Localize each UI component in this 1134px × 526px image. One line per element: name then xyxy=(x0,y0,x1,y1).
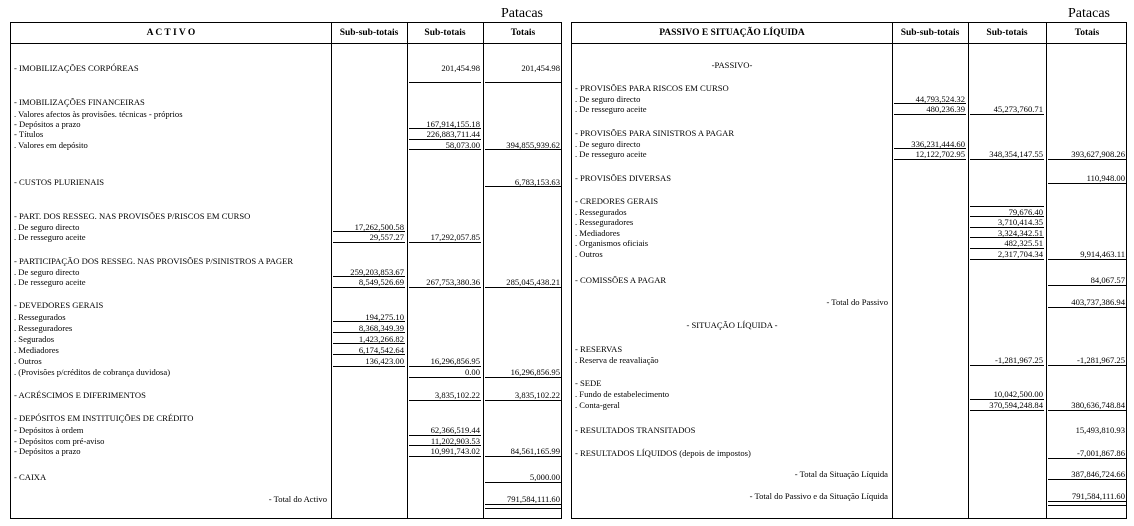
activo-row-label: . Valores afectos às provisões. técnicas - próprios xyxy=(14,109,183,119)
passivo-row-label: -PASSIVO- xyxy=(711,60,753,70)
passivo-tot-value: -1,281,967.25 xyxy=(1077,355,1125,365)
activo-row-label: . Valores em depósito xyxy=(14,140,88,150)
activo-underline xyxy=(333,354,405,355)
activo-ss-value: 6,174,542.64 xyxy=(358,345,404,355)
activo-row-label: . De resseguro aceite xyxy=(14,232,86,242)
passivo-underline xyxy=(970,216,1044,217)
currency-label-left: Patacas xyxy=(501,6,543,21)
passivo-underline xyxy=(894,159,966,160)
passivo-tot-value: 387,846,724.66 xyxy=(1071,469,1125,479)
passivo-underline xyxy=(894,148,966,149)
passivo-row-label: - CREDORES GERAIS xyxy=(575,196,659,206)
activo-underline xyxy=(485,287,561,288)
passivo-sub-value: 3,324,342.51 xyxy=(997,228,1043,238)
passivo-tot-value: 403,737,386.94 xyxy=(1071,297,1125,307)
activo-sub-value: 62,366,519.44 xyxy=(430,425,480,435)
activo-underline xyxy=(485,82,561,83)
passivo-underline xyxy=(894,114,966,115)
passivo-underline xyxy=(970,227,1044,228)
activo-underline xyxy=(409,377,481,378)
activo-sub-value: 267,753,380.36 xyxy=(426,277,480,287)
activo-tot-value: 16,296,856.95 xyxy=(510,367,560,377)
passivo-underline xyxy=(1048,285,1126,286)
passivo-underline xyxy=(1048,183,1126,184)
activo-sub-value: 0.00 xyxy=(464,367,480,377)
passivo-sub-value: 3,710,414.35 xyxy=(997,217,1043,227)
passivo-sub-value: 348,354,147.55 xyxy=(989,149,1043,159)
activo-ss-value: 1,423,266.82 xyxy=(358,334,404,344)
activo-underline xyxy=(333,231,405,232)
passivo-panel xyxy=(571,22,1127,519)
activo-underline xyxy=(409,287,481,288)
activo-ss-value: 194,275.10 xyxy=(365,312,404,322)
activo-sub-value: 3,835,102.22 xyxy=(434,390,480,400)
passivo-underline xyxy=(1048,410,1126,411)
passivo-tot-value: 393,627,908.26 xyxy=(1071,149,1125,159)
passivo-row-label: . Resseguradores xyxy=(575,217,634,227)
passivo-sub-value: 2,317,704.34 xyxy=(997,249,1043,259)
passivo-underline xyxy=(970,159,1044,160)
passivo-underline xyxy=(970,206,1044,207)
activo-underline xyxy=(409,82,481,83)
passivo-row-label: - PROVISÕES DIVERSAS xyxy=(575,173,671,183)
passivo-underline xyxy=(970,114,1044,115)
passivo-row-label: . Ressegurados xyxy=(575,207,627,217)
activo-underline xyxy=(485,186,561,187)
passivo-tot-value: 9,914,463.11 xyxy=(1080,249,1125,259)
passivo-underline xyxy=(970,399,1044,400)
passivo-row-label: . De resseguro aceite xyxy=(575,104,647,114)
passivo-row-label: . Conta-geral xyxy=(575,400,620,410)
activo-underline xyxy=(333,332,405,333)
activo-row-label: - CUSTOS PLURIENAIS xyxy=(14,177,105,187)
passivo-underline xyxy=(1048,259,1126,260)
passivo-totais-header: Totais xyxy=(1074,28,1100,38)
passivo-row-label: - Total do Passivo xyxy=(826,297,888,307)
passivo-underline xyxy=(1048,505,1126,506)
passivo-sub-value: 45,273,760.71 xyxy=(993,104,1043,114)
passivo-underline xyxy=(970,410,1044,411)
activo-tot-value: 5,000.00 xyxy=(529,472,560,482)
passivo-row-label: - RESULTADOS LÍQUIDOS (depois de impostos) xyxy=(575,448,751,458)
passivo-tot-value: 380,636,748.84 xyxy=(1071,400,1125,410)
activo-sub-value: 226,883,711.44 xyxy=(426,129,480,139)
activo-underline xyxy=(409,128,481,129)
activo-underline xyxy=(333,321,405,322)
passivo-ss-value: 12,122,702.95 xyxy=(915,149,965,159)
passivo-sub-header: Sub-totais xyxy=(986,28,1028,38)
activo-tot-value: 791,584,111.60 xyxy=(506,494,560,504)
activo-underline xyxy=(409,435,481,436)
activo-underline xyxy=(333,242,405,243)
passivo-row-label: - RESERVAS xyxy=(575,344,623,354)
passivo-sub-value: 10,042,500.00 xyxy=(993,389,1043,399)
currency-label-right: Patacas xyxy=(1068,6,1110,21)
passivo-sub-value: -1,281,967.25 xyxy=(995,355,1043,365)
passivo-underline xyxy=(970,259,1044,260)
activo-sub-value: 58,073.00 xyxy=(445,140,480,150)
activo-row-label: . (Provisões p/créditos de cobrança duvidosa) xyxy=(14,367,171,377)
activo-tot-value: 285,045,438.21 xyxy=(506,277,560,287)
passivo-row-label: - COMISSÕES A PAGAR xyxy=(575,275,667,285)
activo-sub-value: 11,202,903.53 xyxy=(430,436,480,446)
passivo-row-label: . Mediadores xyxy=(575,228,620,238)
passivo-sub-value: 482,325.51 xyxy=(1004,238,1043,248)
passivo-row-label: - Total da Situação Líquida xyxy=(794,469,888,479)
activo-row-label: . Resseguradores xyxy=(14,323,73,333)
passivo-title: PASSIVO E SITUAÇÃO LÍQUIDA xyxy=(659,28,805,38)
passivo-ss-value: 480,236.39 xyxy=(926,104,965,114)
passivo-underline xyxy=(970,365,1044,366)
activo-sub-value: 10,991,743.02 xyxy=(430,446,480,456)
activo-ss-value: 136,423.00 xyxy=(365,356,404,366)
activo-row-label: . De seguro directo xyxy=(14,267,80,277)
activo-row-label: - Depósitos a prazo xyxy=(14,446,81,456)
activo-totais-header: Totais xyxy=(510,28,536,38)
activo-subsub-header: Sub-sub-totais xyxy=(339,28,399,38)
activo-underline xyxy=(485,456,561,457)
passivo-tot-value: 15,493,810.93 xyxy=(1075,425,1125,435)
activo-sub-value: 16,296,856.95 xyxy=(430,356,480,366)
passivo-row-label: . Reserva de reavaliação xyxy=(575,355,659,365)
passivo-row-label: - Total do Passivo e da Situação Líquida xyxy=(749,491,888,501)
passivo-tot-value: 84,067.57 xyxy=(1090,275,1125,285)
activo-underline xyxy=(409,149,481,150)
activo-ss-value: 8,368,349.39 xyxy=(358,323,404,333)
activo-underline xyxy=(485,504,561,505)
activo-row-label: . Segurados xyxy=(14,334,55,344)
activo-row-label: - PART. DOS RESSEG. NAS PROVISÕES P/RISCOS EM CURSO xyxy=(14,211,251,221)
passivo-row-label: - PROVISÕES PARA RISCOS EM CURSO xyxy=(575,83,729,93)
activo-underline xyxy=(333,343,405,344)
passivo-underline xyxy=(1048,458,1126,459)
activo-underline xyxy=(409,400,481,401)
passivo-row-label: . De resseguro aceite xyxy=(575,149,647,159)
activo-tot-value: 84,561,165.99 xyxy=(510,446,560,456)
passivo-underline xyxy=(894,103,966,104)
activo-row-label: . Outros xyxy=(14,356,42,366)
activo-row-label: - DEVEDORES GERAIS xyxy=(14,300,104,310)
passivo-ss-value: 44,793,524.32 xyxy=(915,94,965,104)
activo-underline xyxy=(485,377,561,378)
activo-underline xyxy=(333,276,405,277)
passivo-row-label: - PROVISÕES PARA SINISTROS A PAGAR xyxy=(575,128,735,138)
activo-row-label: - IMOBILIZAÇÕES CORPÓREAS xyxy=(14,63,139,73)
activo-underline xyxy=(409,445,481,446)
passivo-subsub-header: Sub-sub-totais xyxy=(900,28,960,38)
passivo-row-label: - SEDE xyxy=(575,378,602,388)
activo-tot-value: 394,855,939.62 xyxy=(506,140,560,150)
activo-title: A C T I V O xyxy=(146,28,196,38)
activo-sub-value: 167,914,155.18 xyxy=(426,119,480,129)
activo-panel xyxy=(10,22,562,519)
activo-row-label: - Depósitos com pré-aviso xyxy=(14,436,105,446)
activo-underline xyxy=(485,400,561,401)
passivo-row-label: - RESULTADOS TRANSITADOS xyxy=(575,425,696,435)
activo-underline xyxy=(485,149,561,150)
activo-row-label: . Ressegurados xyxy=(14,312,66,322)
passivo-row-label: . De seguro directo xyxy=(575,139,641,149)
passivo-row-label: . Fundo de estabelecimento xyxy=(575,389,670,399)
passivo-row-label: - SITUAÇÃO LÍQUIDA - xyxy=(686,320,778,330)
activo-tot-value: 6,783,153.63 xyxy=(514,177,560,187)
activo-underline xyxy=(485,508,561,509)
activo-underline xyxy=(409,366,481,367)
activo-sub-header: Sub-totais xyxy=(424,28,466,38)
activo-row-label: - PARTICIPAÇÃO DOS RESSEG. NAS PROVISÕES P/SINISTROS A PAGER xyxy=(14,256,294,266)
activo-row-label: - Títulos xyxy=(14,129,44,139)
passivo-ss-value: 336,231,444.60 xyxy=(911,139,965,149)
passivo-sub-value: 370,594,248.84 xyxy=(989,400,1043,410)
passivo-row-label: . Organismos oficiais xyxy=(575,238,649,248)
activo-underline xyxy=(409,139,481,140)
activo-row-label: . Mediadores xyxy=(14,345,59,355)
activo-row-label: - ACRÉSCIMOS E DIFERIMENTOS xyxy=(14,390,146,400)
passivo-underline xyxy=(1048,307,1126,308)
passivo-underline xyxy=(970,248,1044,249)
activo-underline xyxy=(485,482,561,483)
activo-ss-value: 259,203,853.67 xyxy=(350,267,404,277)
passivo-underline xyxy=(1048,479,1126,480)
passivo-underline xyxy=(970,237,1044,238)
activo-ss-value: 17,262,500.58 xyxy=(354,222,404,232)
passivo-sub-value: 79,676.40 xyxy=(1008,207,1043,217)
activo-row-label: - Depósitos a prazo xyxy=(14,119,81,129)
activo-underline xyxy=(409,456,481,457)
activo-row-label: - CAIXA xyxy=(14,472,47,482)
passivo-tot-value: -7,001,867.86 xyxy=(1077,448,1125,458)
activo-row-label: - Total do Activo xyxy=(268,494,327,504)
activo-row-label: - DEPÓSITOS EM INSTITUIÇÕES DE CRÉDITO xyxy=(14,413,194,423)
passivo-tot-value: 110,948.00 xyxy=(1086,173,1125,183)
activo-underline xyxy=(333,366,405,367)
activo-tot-value: 3,835,102.22 xyxy=(514,390,560,400)
passivo-tot-value: 791,584,111.60 xyxy=(1071,491,1125,501)
activo-underline xyxy=(409,242,481,243)
activo-row-label: . De seguro directo xyxy=(14,222,80,232)
passivo-row-label: . De seguro directo xyxy=(575,94,641,104)
activo-row-label: - IMOBILIZAÇÕES FINANCEIRAS xyxy=(14,97,145,107)
activo-tot-value: 201,454.98 xyxy=(521,63,560,73)
activo-sub-value: 201,454.98 xyxy=(441,63,480,73)
passivo-row-label: . Outros xyxy=(575,249,603,259)
passivo-underline xyxy=(1048,159,1126,160)
passivo-underline xyxy=(1048,501,1126,502)
activo-sub-value: 17,292,057.85 xyxy=(430,232,480,242)
activo-ss-value: 29,557.27 xyxy=(369,232,404,242)
passivo-underline xyxy=(1048,365,1126,366)
activo-row-label: . De resseguro aceite xyxy=(14,277,86,287)
activo-row-label: - Depósitos à ordem xyxy=(14,425,84,435)
activo-underline xyxy=(333,287,405,288)
activo-ss-value: 8,549,526.69 xyxy=(358,277,404,287)
